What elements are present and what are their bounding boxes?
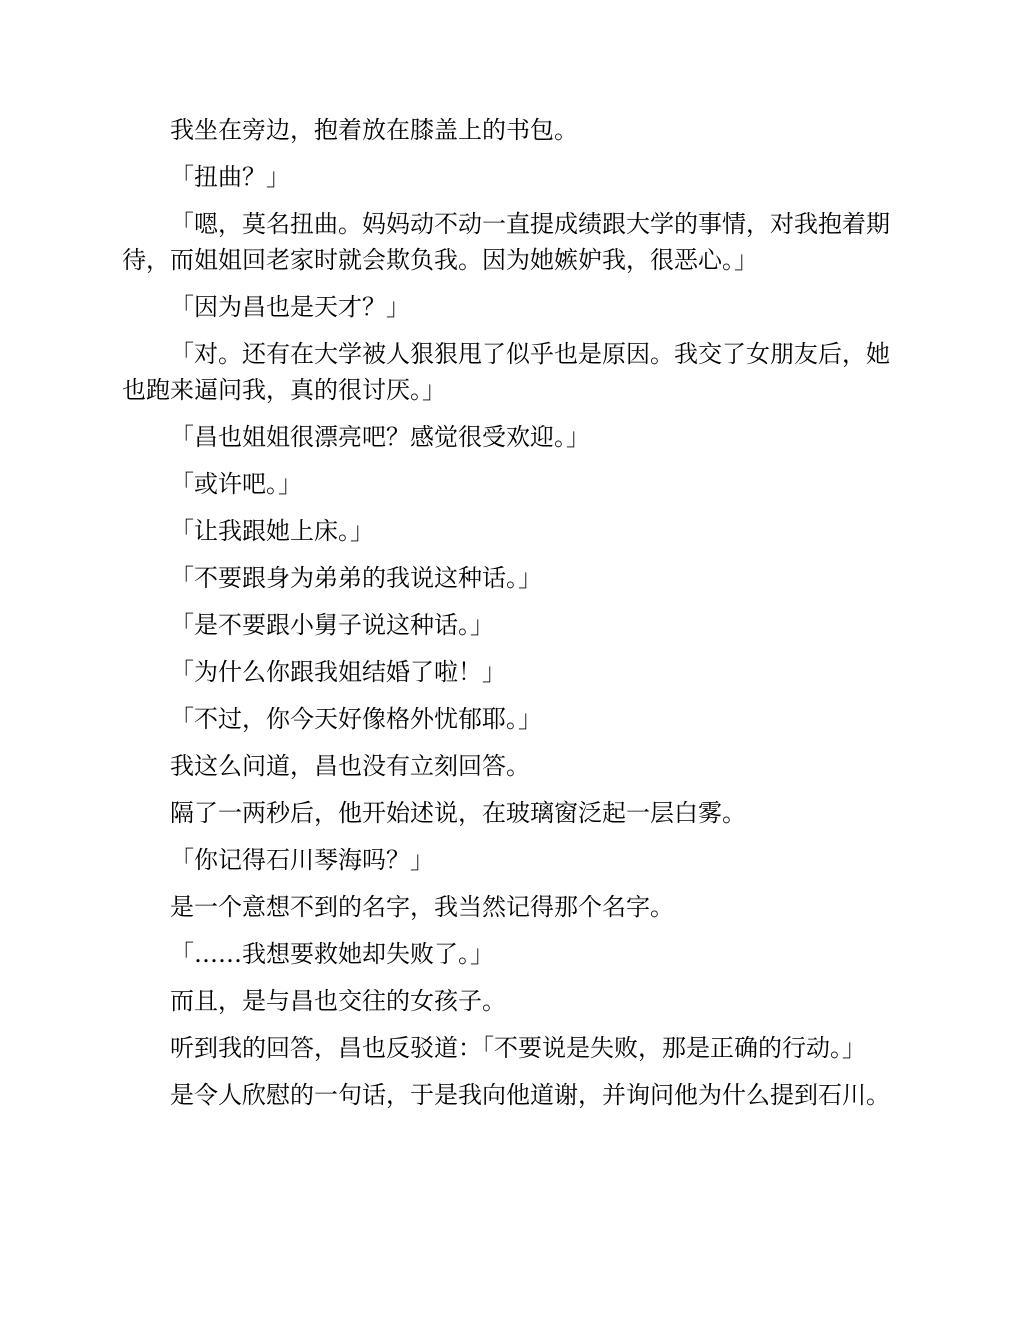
paragraph: 是令人欣慰的一句话，于是我向他道谢，并询问他为什么提到石川。	[170, 1081, 890, 1109]
paragraph: 我坐在旁边，抱着放在膝盖上的书包。	[170, 116, 578, 144]
paragraph: 「嗯，莫名扭曲。妈妈动不动一直提成绩跟大学的事情，对我抱着期待，而姐姐回老家时就会欺负我。因为她嫉妒我，很恶心。」	[122, 210, 890, 274]
paragraph: 「不要跟身为弟弟的我说这种话。」	[170, 564, 542, 592]
paragraph: 是一个意想不到的名字，我当然记得那个名字。	[170, 893, 674, 921]
paragraph: 「不过，你今天好像格外忧郁耶。」	[170, 705, 542, 733]
paragraph: 隔了一两秒后，他开始述说，在玻璃窗泛起一层白雾。	[170, 799, 746, 827]
paragraph: 「……我想要救她却失败了。」	[170, 940, 494, 968]
paragraph: 「昌也姐姐很漂亮吧？感觉很受欢迎。」	[170, 423, 590, 451]
paragraph: 「因为昌也是天才？」	[170, 293, 410, 321]
paragraph: 「扭曲？」	[170, 163, 290, 191]
paragraph: 「或许吧。」	[170, 470, 302, 498]
paragraph: 「对。还有在大学被人狠狠甩了似乎也是原因。我交了女朋友后，她也跑来逼问我，真的很讨厌。」	[122, 340, 890, 404]
paragraph: 「是不要跟小舅子说这种话。」	[170, 611, 494, 639]
paragraph: 我这么问道，昌也没有立刻回答。	[170, 752, 530, 780]
paragraph: 「让我跟她上床。」	[170, 517, 374, 545]
document-page	[122, 112, 902, 1124]
paragraph: 听到我的回答，昌也反驳道：「不要说是失败，那是正确的行动。」	[170, 1034, 866, 1062]
paragraph: 而且，是与昌也交往的女孩子。	[170, 987, 506, 1015]
paragraph: 「你记得石川琴海吗？」	[170, 846, 434, 874]
paragraph: 「为什么你跟我姐结婚了啦！」	[170, 658, 506, 686]
